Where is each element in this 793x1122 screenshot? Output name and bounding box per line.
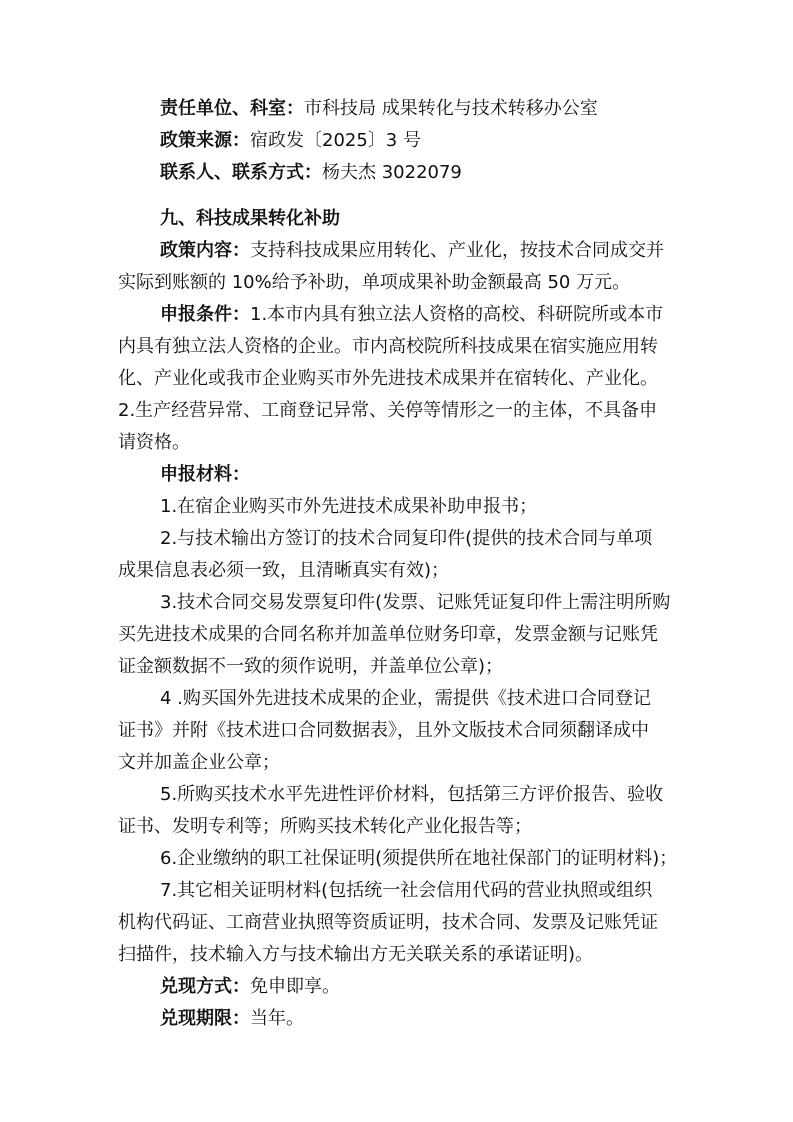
- material-item: 5.所购买技术水平先进性评价材料，包括第三方评价报告、验收: [160, 784, 664, 805]
- redeem-method-line: [160, 974, 340, 1000]
- conditions-line: 2.生产经营异常、工商登记异常、关停等情形之一的主体，不具备申: [118, 400, 658, 421]
- policy-content-line: 实际到账额的 10%给予补助，单项成果补助金额最高 50 万元。: [118, 272, 631, 293]
- policy-content-text: 支持科技成果应用转化、产业化，按技术合同成交并: [250, 240, 664, 261]
- policy-content-line: [160, 238, 664, 264]
- redeem-method-label: 兑现方式：: [160, 976, 250, 997]
- redeem-period-label: 兑现期限：: [160, 1008, 250, 1029]
- contact-value: 杨夫杰 3022079: [322, 162, 462, 183]
- material-item: 扫描件，技术输入方与技术输出方无关联关系的承诺证明)。: [118, 944, 594, 965]
- material-item: 证书》并附《技术进口合同数据表》，且外文版技术合同须翻译成中: [118, 720, 649, 741]
- conditions-line: [160, 302, 663, 328]
- material-item: 证金额数据不一致的须作说明，并盖单位公章)；: [118, 656, 504, 677]
- material-item: 证书、发明专利等；所购买技术转化产业化报告等；: [118, 816, 532, 837]
- material-item: 4 .购买国外先进技术成果的企业，需提供《技术进口合同登记: [160, 688, 651, 709]
- contact-line: [160, 160, 462, 186]
- policy-source-label: 政策来源：: [160, 130, 250, 151]
- conditions-line: 化、产业化或我市企业购买市外先进技术成果并在宿转化、产业化。: [118, 368, 658, 389]
- conditions-line: 请资格。: [118, 432, 190, 453]
- material-item: 1.在宿企业购买市外先进技术成果补助申报书；: [160, 496, 538, 517]
- conditions-text: 1.本市内具有独立法人资格的高校、科研院所或本市: [250, 304, 664, 325]
- responsible-unit-value: 市科技局 成果转化与技术转移办公室: [304, 98, 598, 119]
- conditions-line: 内具有独立法人资格的企业。市内高校院所科技成果在宿实施应用转: [118, 336, 658, 357]
- policy-source-line: [160, 128, 421, 154]
- material-item: 买先进技术成果的合同名称并加盖单位财务印章，发票金额与记账凭: [118, 624, 658, 645]
- material-item: 2.与技术输出方签订的技术合同复印件(提供的技术合同与单项: [160, 528, 653, 549]
- redeem-period-line: [160, 1006, 304, 1032]
- material-item: 6.企业缴纳的职工社保证明(须提供所在地社保部门的证明材料)；: [160, 848, 678, 869]
- section-heading: 九、科技成果转化补助: [160, 208, 340, 229]
- material-item: 成果信息表必须一致，且清晰真实有效)；: [118, 560, 450, 581]
- material-item: 7.其它相关证明材料(包括统一社会信用代码的营业执照或组织: [160, 880, 653, 901]
- policy-content-label: 政策内容：: [160, 240, 250, 261]
- policy-source-value: 宿政发〔2025〕3 号: [250, 130, 421, 151]
- material-item: 机构代码证、工商营业执照等资质证明，技术合同、发票及记账凭证: [118, 912, 658, 933]
- contact-label: 联系人、联系方式：: [160, 162, 322, 183]
- material-item: 3.技术合同交易发票复印件(发票、记账凭证复印件上需注明所购: [160, 592, 671, 613]
- responsible-unit-label: 责任单位、科室：: [160, 98, 304, 119]
- conditions-label: 申报条件：: [160, 304, 250, 325]
- responsible-unit-line: [160, 96, 598, 122]
- redeem-period-value: 当年。: [250, 1008, 304, 1029]
- material-item: 文并加盖企业公章；: [118, 752, 280, 773]
- materials-label: 申报材料：: [160, 464, 250, 485]
- redeem-method-value: 免申即享。: [250, 976, 340, 997]
